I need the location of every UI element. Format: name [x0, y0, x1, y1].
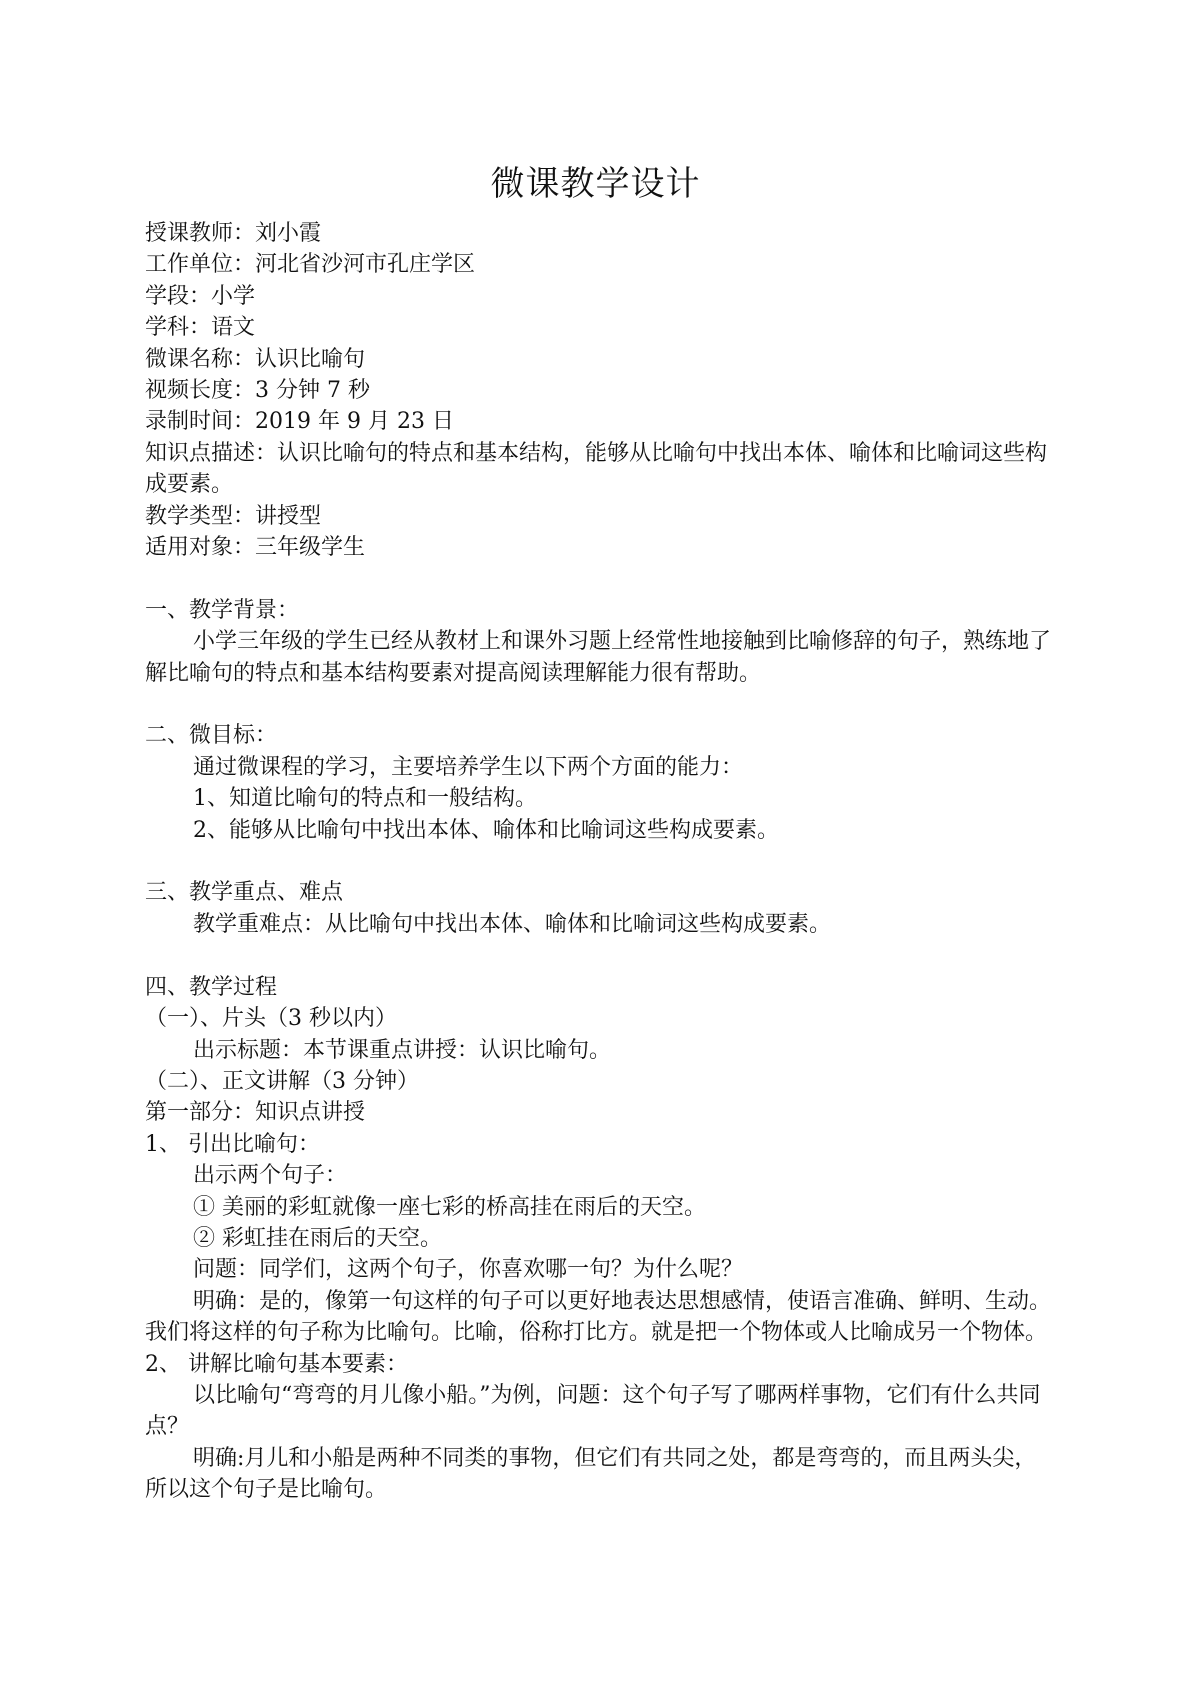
meta-record-time: 录制时间：2019 年 9 月 23 日: [145, 409, 454, 435]
objective-item: 2、能够从比喻句中找出本体、喻体和比喻词这些构成要素。: [193, 817, 779, 843]
subsection-heading: （二）、正文讲解（3 分钟）: [145, 1068, 419, 1094]
list-item-heading: 1、 引出比喻句：: [145, 1131, 320, 1157]
section-heading: 一、教学背景：: [145, 597, 300, 623]
meta-video-length: 视频长度：3 分钟 7 秒: [145, 378, 370, 404]
meta-teaching-type: 教学类型：讲授型: [145, 503, 322, 529]
section-paragraph: 小学三年级的学生已经从教材上和课外习题上经常性地接触到比喻修辞的句子，熟练地了解比喻句的特点和基本结构要素对提高阅读理解能力很有帮助。: [145, 629, 1052, 686]
example-sentence: ① 美丽的彩虹就像一座七彩的桥高挂在雨后的天空。: [193, 1194, 706, 1220]
spacer: [145, 940, 1051, 971]
section-heading: 三、教学重点、难点: [145, 880, 344, 906]
document-body: [145, 218, 1051, 1506]
section-paragraph: 出示标题：本节课重点讲授：认识比喻句。: [193, 1037, 612, 1063]
meta-subject: 学科：语文: [145, 315, 256, 341]
section-paragraph: 出示两个句子：: [193, 1163, 348, 1189]
objective-item: 1、知道比喻句的特点和一般结构。: [193, 786, 537, 812]
meta-workplace: 工作单位：河北省沙河市孔庄学区: [145, 252, 476, 278]
list-item-heading: 2、 讲解比喻句基本要素：: [145, 1351, 408, 1377]
question-line: 问题：同学们，这两个句子，你喜欢哪一句？为什么呢？: [193, 1257, 744, 1283]
meta-knowledge: 知识点描述：认识比喻句的特点和基本结构，能够从比喻句中找出本体、喻体和比喻词这些构成要素。: [145, 440, 1048, 498]
meta-audience: 适用对象：三年级学生: [145, 535, 366, 561]
example-sentence: ② 彩虹挂在雨后的天空。: [193, 1225, 442, 1251]
meta-stage: 学段：小学: [145, 283, 256, 309]
clarify-paragraph: 明确:月儿和小船是两种不同类的事物，但它们有共同之处，都是弯弯的，而且两头尖，所以这个句子是比喻句。: [145, 1445, 1037, 1503]
part-heading: 第一部分：知识点讲授: [145, 1100, 366, 1126]
spacer: [145, 689, 1051, 720]
meta-course-name: 微课名称：认识比喻句: [145, 346, 366, 372]
section-heading: 二、微目标：: [145, 723, 278, 749]
section-paragraph: 教学重难点：从比喻句中找出本体、喻体和比喻词这些构成要素。: [193, 911, 832, 937]
section-heading: 四、教学过程: [145, 974, 278, 1000]
subsection-heading: （一）、片头（3 秒以内）: [145, 1006, 397, 1032]
clarify-paragraph: 明确：是的，像第一句这样的句子可以更好地表达思想感情，使语言准确、鲜明、生动。我们将这样的句子称为比喻句。比喻，俗称打比方。就是把一个物体或人比喻成另一个物体。: [145, 1288, 1052, 1346]
document-title: 微课教学设计: [490, 164, 701, 204]
section-paragraph: 通过微课程的学习，主要培养学生以下两个方面的能力：: [193, 754, 744, 780]
spacer: [145, 563, 1051, 594]
spacer: [145, 846, 1051, 877]
section-paragraph: 以比喻句“弯弯的月儿像小船。”为例，问题：这个句子写了哪两样事物，它们有什么共同点？: [145, 1382, 1041, 1440]
meta-teacher: 授课教师：刘小霞: [145, 221, 322, 246]
